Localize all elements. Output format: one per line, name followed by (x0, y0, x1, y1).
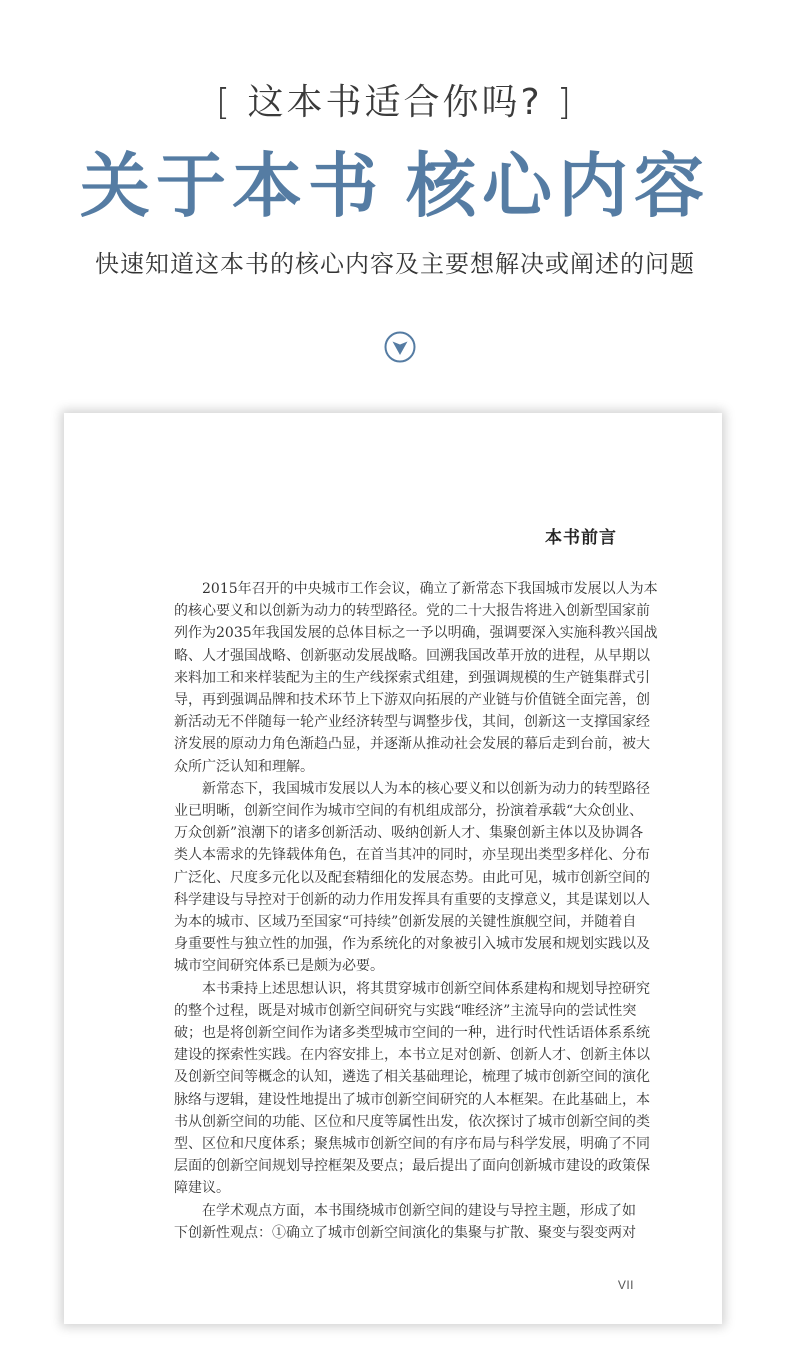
text-line: 万众创新”浪潮下的诸多创新活动、吸纳创新人才、集聚创新主体以及协调各 (174, 825, 644, 842)
text-line: 新活动无不伴随每一轮产业经济转型与调整步伐，其间，创新这一支撑国家经 (174, 714, 650, 731)
text-line: 科学建设与导控对于创新的动力作用发挥具有重要的支撑意义，其是谋划以人 (174, 891, 650, 908)
text-line: 书从创新空间的功能、区位和尺度等属性出发，依次探讨了城市创新空间的类 (174, 1113, 650, 1130)
text-line: 的核心要义和以创新为动力的转型路径。党的二十大报告将进入创新型国家前 (174, 603, 650, 620)
text-line: 新常态下，我国城市发展以人为本的核心要义和以创新为动力的转型路径 (202, 780, 650, 797)
text-line: 层面的创新空间规划导控框架及要点；最后提出了面向创新城市建设的政策保 (174, 1158, 650, 1175)
subtitle: 快速知道这本书的核心内容及主要想解决或阐述的问题 (95, 250, 695, 278)
text-line: 来料加工和来样装配为主的生产线探索式组建，到强调规模的生产链集群式引 (174, 669, 650, 686)
text-line: 建设的探索性实践。在内容安排上，本书立足对创新、创新人才、创新主体以 (174, 1047, 650, 1064)
text-line: 济发展的原动力角色渐趋凸显，并逐渐从推动社会发展的幕后走到台前，被大 (174, 736, 650, 753)
book-page (64, 413, 722, 1324)
chevron-down-circle-icon (384, 331, 416, 363)
close-bracket: ] (557, 82, 575, 123)
text-line: 略、人才强国战略、创新驱动发展战略。回溯我国改革开放的进程，从早期以 (174, 647, 650, 664)
text-line: 2015年召开的中央城市工作会议，确立了新常态下我国城市发展以人为本 (202, 581, 658, 597)
text-line: 业已明晰，创新空间作为城市空间的有机组成部分，扮演着承载“大众创业、 (174, 803, 644, 820)
text-line: 下创新性观点：①确立了城市创新空间演化的集聚与扩散、聚变与裂变两对 (174, 1224, 636, 1241)
main-title (0, 143, 790, 229)
main-title-part1: 关于本书 (80, 144, 384, 227)
text-line: 在学术观点方面，本书围绕城市创新空间的建设与导控主题，形成了如 (202, 1202, 636, 1219)
text-line: 障建议。 (174, 1180, 230, 1197)
question-text: 这本书适合你吗? (247, 82, 543, 123)
text-line: 脉络与逻辑，建设性地提出了城市创新空间研究的人本框架。在此基础上，本 (174, 1091, 650, 1108)
text-line: 型、区位和尺度体系；聚焦城市创新空间的有序布局与科学发展，明确了不同 (174, 1136, 650, 1153)
text-line: 本书秉持上述思想认识，将其贯穿城市创新空间体系建构和规划导控研究 (202, 980, 650, 997)
text-line: 身重要性与独立性的加强，作为系统化的对象被引入城市发展和规划实践以及 (174, 936, 650, 953)
text-line: 城市空间研究体系已是颇为必要。 (174, 958, 384, 975)
text-line: 及创新空间等概念的认知，遴选了相关基础理论，梳理了城市创新空间的演化 (174, 1069, 650, 1086)
open-bracket: [ (215, 82, 233, 123)
text-line: 列作为2035年我国发展的总体目标之一予以明确，强调要深入实施科教兴国战 (174, 625, 658, 642)
text-line: 导，再到强调品牌和技术环节上下游双向拓展的产业链与价值链全面完善，创 (174, 692, 650, 709)
text-line: 广泛化、尺度多元化以及配套精细化的发展态势。由此可见，城市创新空间的 (174, 869, 650, 886)
page-heading: 本书前言 (545, 528, 617, 548)
text-line: 为本的城市、区域乃至国家“可持续”创新发展的关键性旗舰空间，并随着自 (174, 914, 637, 931)
page-body (174, 578, 658, 1244)
text-line: 破；也是将创新空间作为诸多类型城市空间的一种，进行时代性话语体系系统 (174, 1025, 650, 1042)
text-line: 类人本需求的先锋载体角色，在首当其冲的同时，亦呈现出类型多样化、分布 (174, 847, 650, 864)
main-title-part2: 核心内容 (406, 144, 710, 227)
text-line: 众所广泛认知和理解。 (174, 758, 314, 775)
text-line: 的整个过程，既是对城市创新空间研究与实践“唯经济”主流导向的尝试性突 (174, 1002, 637, 1019)
page-number: VII (617, 1278, 634, 1292)
question-banner (0, 78, 790, 128)
